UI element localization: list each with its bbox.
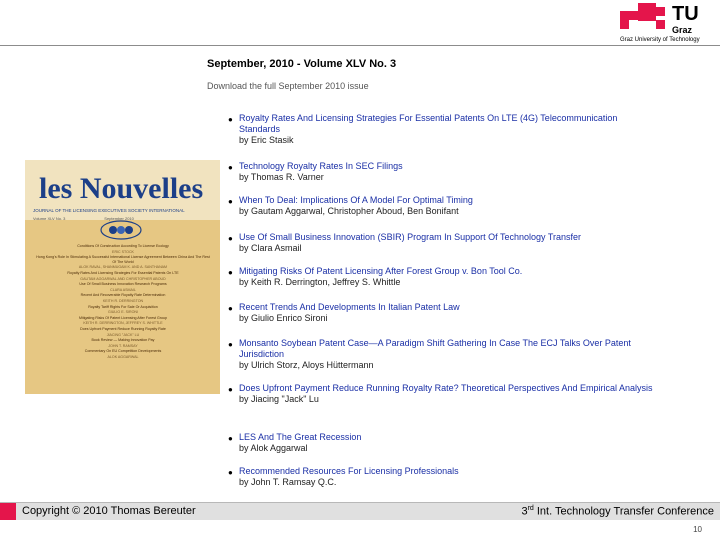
issue-title: September, 2010 - Volume XLV No. 3 <box>207 58 397 70</box>
conference-ordinal: 3 <box>521 505 528 518</box>
bullet-icon: ● <box>228 434 233 443</box>
cover-toc-line: Royalty Tariff Rights For Sale Or Acquisition <box>88 304 158 309</box>
article-title-link[interactable]: LES And The Great Recession <box>239 432 362 442</box>
bullet-icon: ● <box>228 304 233 313</box>
cover-toc-line: GAUTAM AGGARWAL AND CHRISTOPHER ABOUD <box>80 276 166 281</box>
cover-toc-line: CLARA ASMAIL <box>110 287 136 292</box>
cover-toc-line: KEITH R. DERRINGTON, JEFFREY S. WHITTLE <box>83 321 163 326</box>
bullet-icon: ● <box>228 385 233 394</box>
article-item <box>228 466 658 488</box>
logo-square <box>656 20 665 29</box>
cover-toc-line: Hong Kong's Role In Stimulating A Successful International License Agreement Between China And The Rest Of The World <box>36 255 210 264</box>
cover-toc-line: GIULIO E. SIRONI <box>108 310 138 315</box>
logo-square <box>638 12 647 21</box>
footer-bar <box>0 502 720 520</box>
cover-toc-line: JIACING "JACK" LU <box>106 332 140 337</box>
cover-volume-meta: Volume XLV No. 3 September 2010 <box>33 216 134 221</box>
header-rule <box>0 45 720 46</box>
cover-toc-line: ALOK AGGARWAL <box>107 354 139 359</box>
article-item <box>228 383 658 405</box>
article-item <box>228 338 658 371</box>
article-title-link[interactable]: Technology Royalty Rates In SEC Filings <box>239 161 403 171</box>
article-item <box>228 161 658 183</box>
cover-toc-line: Recent And Recoverable Royalty Rate Determination <box>80 293 166 298</box>
article-item <box>228 232 658 254</box>
cover-toc-line: Royalty Rates And Licensing Strategies For Essential Patents On LTE <box>67 270 179 275</box>
footer-conference <box>521 505 714 518</box>
bullet-icon: ● <box>228 468 233 477</box>
cover-toc-line: Mitigating Risks Of Patent Licensing After Forest Group <box>78 315 168 320</box>
bullet-icon: ● <box>228 234 233 243</box>
conference-ordinal-suffix: rd <box>527 505 534 512</box>
bullet-icon: ● <box>228 340 233 349</box>
article-title-link[interactable]: Mitigating Risks Of Patent Licensing After Forest Group v. Bon Tool Co. <box>239 266 523 276</box>
cover-title: les Nouvelles <box>39 172 204 205</box>
logo-square <box>647 3 656 12</box>
article-title-link[interactable]: When To Deal: Implications Of A Model For Optimal Timing <box>239 195 473 205</box>
article-author: by John T. Ramsay Q.C. <box>239 477 337 487</box>
article-item <box>228 432 658 454</box>
article-author: by Clara Asmail <box>239 243 302 253</box>
cover-toc-line: ALOK RAVAL, SHANMUGAM K. AND A. SANTHANAM <box>78 265 168 270</box>
bullet-icon: ● <box>228 115 233 124</box>
logo-square <box>620 11 629 20</box>
article-item <box>228 113 658 146</box>
cover-toc-line: Commentary On EU Competition Developments <box>84 349 162 354</box>
article-item <box>228 195 658 217</box>
download-issue-link[interactable]: Download the full September 2010 issue <box>207 81 369 91</box>
cover-toc-line: Does Upfront Payment Reduce Running Royalty Rate <box>80 326 166 331</box>
logo-university-text: Graz University of Technology <box>620 37 700 43</box>
logo-graz-text: Graz <box>672 25 693 35</box>
logo-square <box>638 3 647 12</box>
logo-square <box>620 20 629 29</box>
article-title-link[interactable]: Does Upfront Payment Reduce Running Royalty Rate? Theoretical Perspectives And Empirical Analysis <box>239 383 653 393</box>
article-author: by Alok Aggarwal <box>239 443 308 453</box>
article-title-link[interactable]: Monsanto Soybean Patent Case—A Paradigm Shift Gathering In Case The ECJ Talks Over Patent Jurisdiction <box>239 338 631 359</box>
article-author: by Jiacing "Jack" Lu <box>239 394 319 404</box>
logo-square <box>647 12 656 21</box>
cover-subtitle: JOURNAL OF THE LICENSING EXECUTIVES SOCIETY INTERNATIONAL <box>33 208 185 213</box>
article-author: by Giulio Enrico Sironi <box>239 313 328 323</box>
article-author: by Ulrich Storz, Aloys Hüttermann <box>239 360 374 370</box>
cover-toc-line: KEITH R. DERRINGTON <box>102 298 144 303</box>
bullet-icon: ● <box>228 163 233 172</box>
article-author: by Keith R. Derrington, Jeffrey S. Whittle <box>239 277 401 287</box>
footer-copyright: Copyright © 2010 Thomas Bereuter <box>22 505 196 517</box>
article-title-link[interactable]: Recent Trends And Developments In Italian Patent Law <box>239 302 460 312</box>
cover-toc-line: ERIC STOCK <box>112 249 134 254</box>
logo-square <box>656 7 665 16</box>
conference-name: Int. Technology Transfer Conference <box>533 505 714 518</box>
bullet-icon: ● <box>228 268 233 277</box>
logo-tu-text: TU <box>672 3 699 25</box>
article-title-link[interactable]: Use Of Small Business Innovation (SBIR) Program In Support Of Technology Transfer <box>239 232 581 242</box>
magazine-cover-image <box>25 160 220 394</box>
bullet-icon: ● <box>228 197 233 206</box>
article-title-link[interactable]: Royalty Rates And Licensing Strategies For Essential Patents On LTE (4G) Telecommunication Standards <box>239 113 618 134</box>
article-item <box>228 302 658 324</box>
cover-table-of-contents <box>35 244 211 360</box>
article-title-link[interactable]: Recommended Resources For Licensing Professionals <box>239 466 459 476</box>
article-author: by Gautam Aggarwal, Christopher Aboud, Ben Bonifant <box>239 206 459 216</box>
cover-toc-line: Use Of Small Business Innovation Research Programs <box>79 282 167 287</box>
cover-toc-line: Conditions Of Construction According To License Ecology <box>77 244 169 248</box>
cover-toc-line: Book Review — Making Innovation Pay <box>91 338 155 343</box>
article-item <box>228 266 658 288</box>
footer-accent-block <box>0 503 16 520</box>
tu-graz-logo <box>620 3 718 45</box>
logo-square <box>629 11 638 20</box>
page-number: 10 <box>693 525 702 534</box>
article-author: by Thomas R. Varner <box>239 172 324 182</box>
cover-toc-line: JOHN T. RAMSAY <box>108 343 138 348</box>
les-society-logo-icon <box>99 220 143 240</box>
article-author: by Eric Stasik <box>239 135 294 145</box>
